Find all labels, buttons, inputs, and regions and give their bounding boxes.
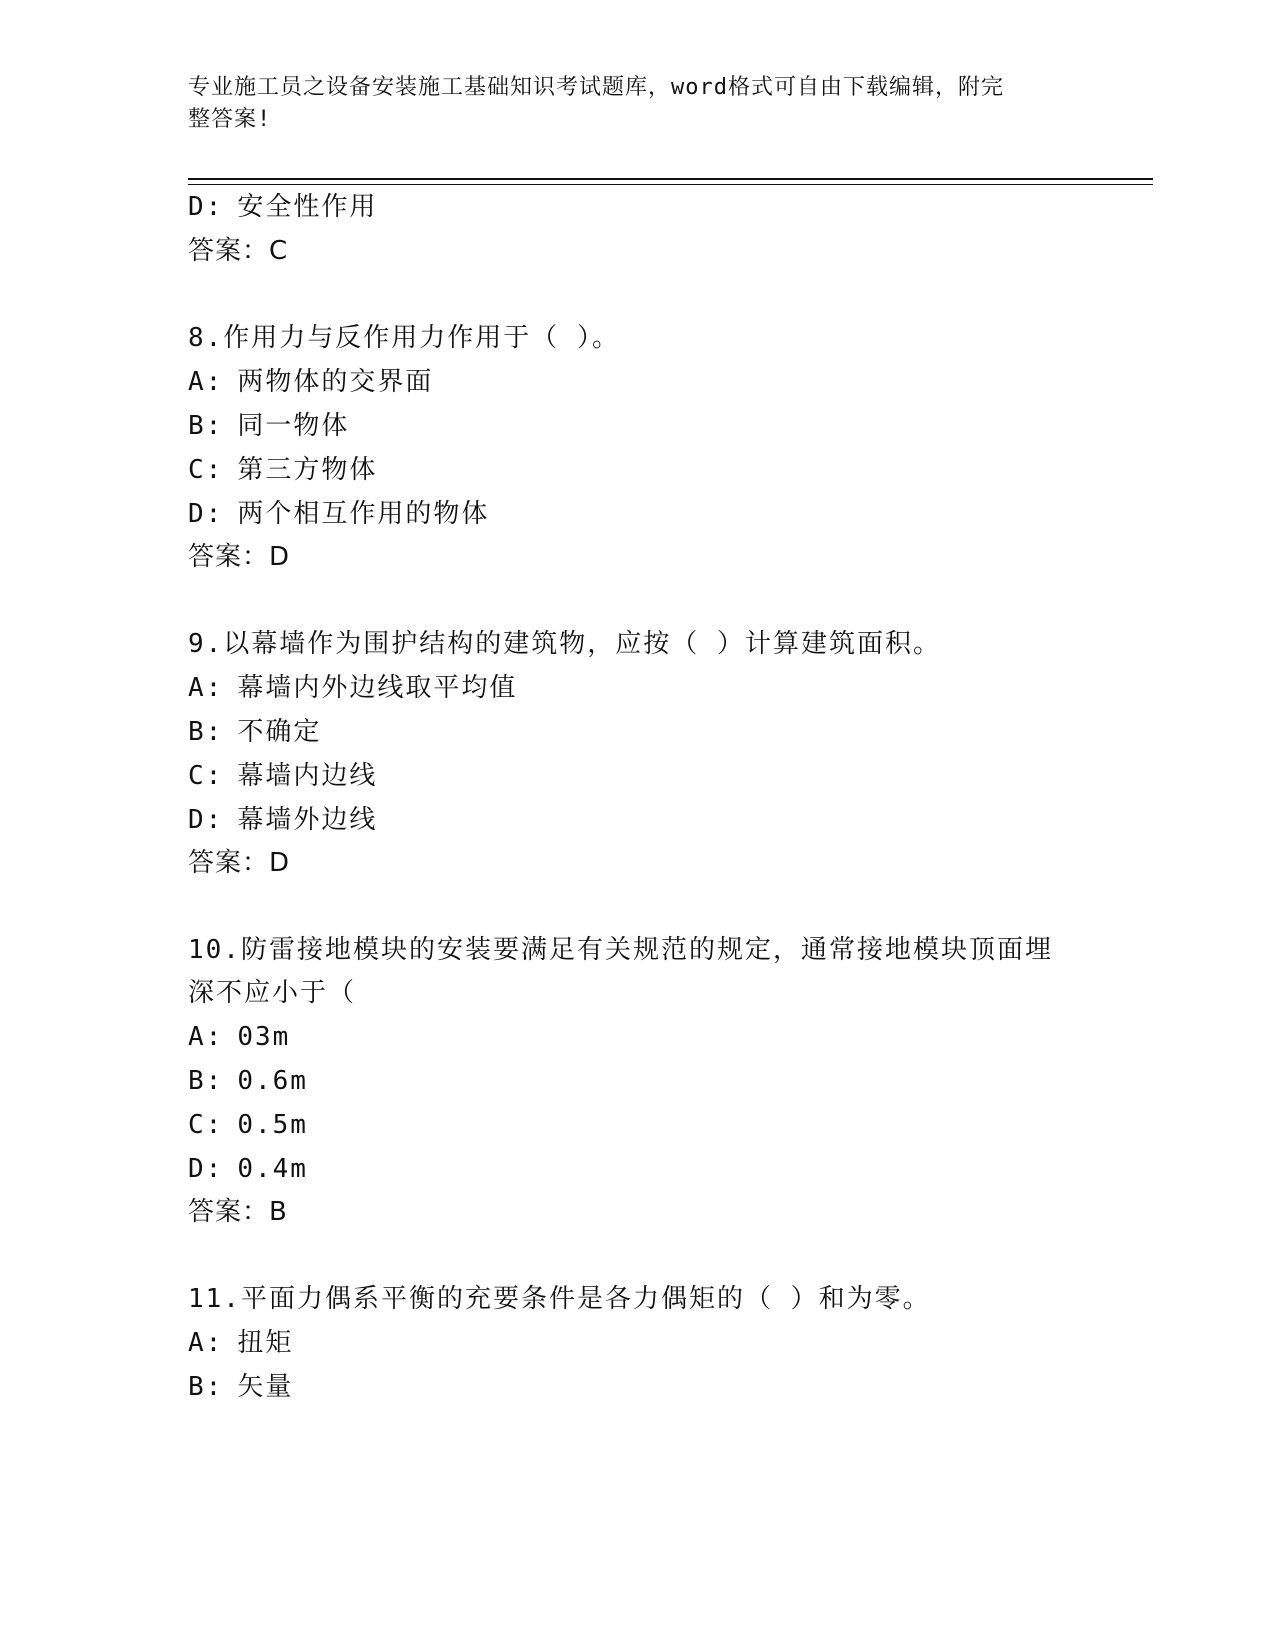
option-text: 0.6m [237, 1066, 308, 1096]
question-9-option-d [188, 803, 377, 837]
option-text: 幕墙外边线 [237, 805, 378, 835]
option-text: 不确定 [237, 717, 322, 747]
option-label: A: [188, 673, 224, 703]
option-label: C: [188, 1110, 224, 1140]
option-label: B: [188, 411, 224, 441]
option-text: 第三方物体 [237, 455, 378, 485]
option-text: 0.5m [237, 1110, 308, 1140]
option-label: D: [188, 1154, 224, 1184]
option-text: 幕墙内边线 [237, 761, 378, 791]
question-9-stem: 9.以幕墙作为围护结构的建筑物，应按（ ）计算建筑面积。 [188, 629, 941, 659]
question-9-option-b [188, 715, 321, 749]
question-10-stem-line-1: 10.防雷接地模块的安装要满足有关规范的规定，通常接地模块顶面埋 [188, 935, 1053, 965]
question-10-option-a [188, 1020, 290, 1054]
answer-prev: 答案：C [188, 236, 289, 266]
option-label: D: [188, 805, 224, 835]
option-text: 0.4m [237, 1154, 308, 1184]
option-text: 扭矩 [237, 1328, 294, 1358]
question-9-answer: 答案：D [188, 848, 291, 878]
option-text: 两个相互作用的物体 [237, 499, 490, 529]
question-10-answer: 答案：B [188, 1197, 288, 1227]
question-10-option-c [188, 1108, 308, 1142]
option-label: B: [188, 717, 224, 747]
option-label: B: [188, 1066, 224, 1096]
header-line-2: 整答案! [188, 107, 272, 132]
option-text: 同一物体 [237, 411, 350, 441]
header-rule-thin [188, 184, 1153, 185]
option-label: A: [188, 367, 224, 397]
option-text: 03m [237, 1022, 291, 1052]
question-11-option-b [188, 1370, 293, 1404]
question-10-option-b [188, 1064, 308, 1098]
option-label: B: [188, 1372, 224, 1402]
option-label: C: [188, 455, 224, 485]
question-11-stem: 11.平面力偶系平衡的充要条件是各力偶矩的（ ）和为零。 [188, 1284, 931, 1314]
option-label: D: [188, 499, 224, 529]
option-text: 矢量 [237, 1372, 294, 1402]
question-10-option-d [188, 1152, 308, 1186]
question-11-option-a [188, 1326, 293, 1360]
question-10-stem-line-2: 深不应小于（ [188, 978, 357, 1008]
question-8-answer: 答案：D [188, 542, 291, 572]
question-8-option-a [188, 365, 433, 399]
option-label: D: [188, 192, 224, 222]
option-label: C: [188, 761, 224, 791]
header-rule-thick [188, 178, 1153, 180]
question-9-option-a [188, 671, 517, 705]
question-8-stem: 8.作用力与反作用力作用于（ ）。 [188, 323, 620, 353]
option-label: A: [188, 1328, 224, 1358]
option-text: 安全性作用 [237, 192, 378, 222]
option-d-prev [188, 190, 377, 224]
option-text: 幕墙内外边线取平均值 [237, 673, 518, 703]
document-header [188, 72, 1068, 136]
header-line-1: 专业施工员之设备安装施工基础知识考试题库，word格式可自由下载编辑，附完 [188, 75, 1004, 100]
question-8-option-b [188, 409, 349, 443]
option-label: A: [188, 1022, 224, 1052]
question-9-option-c [188, 759, 377, 793]
option-text: 两物体的交界面 [237, 367, 434, 397]
question-8-option-c [188, 453, 377, 487]
question-8-option-d [188, 497, 489, 531]
